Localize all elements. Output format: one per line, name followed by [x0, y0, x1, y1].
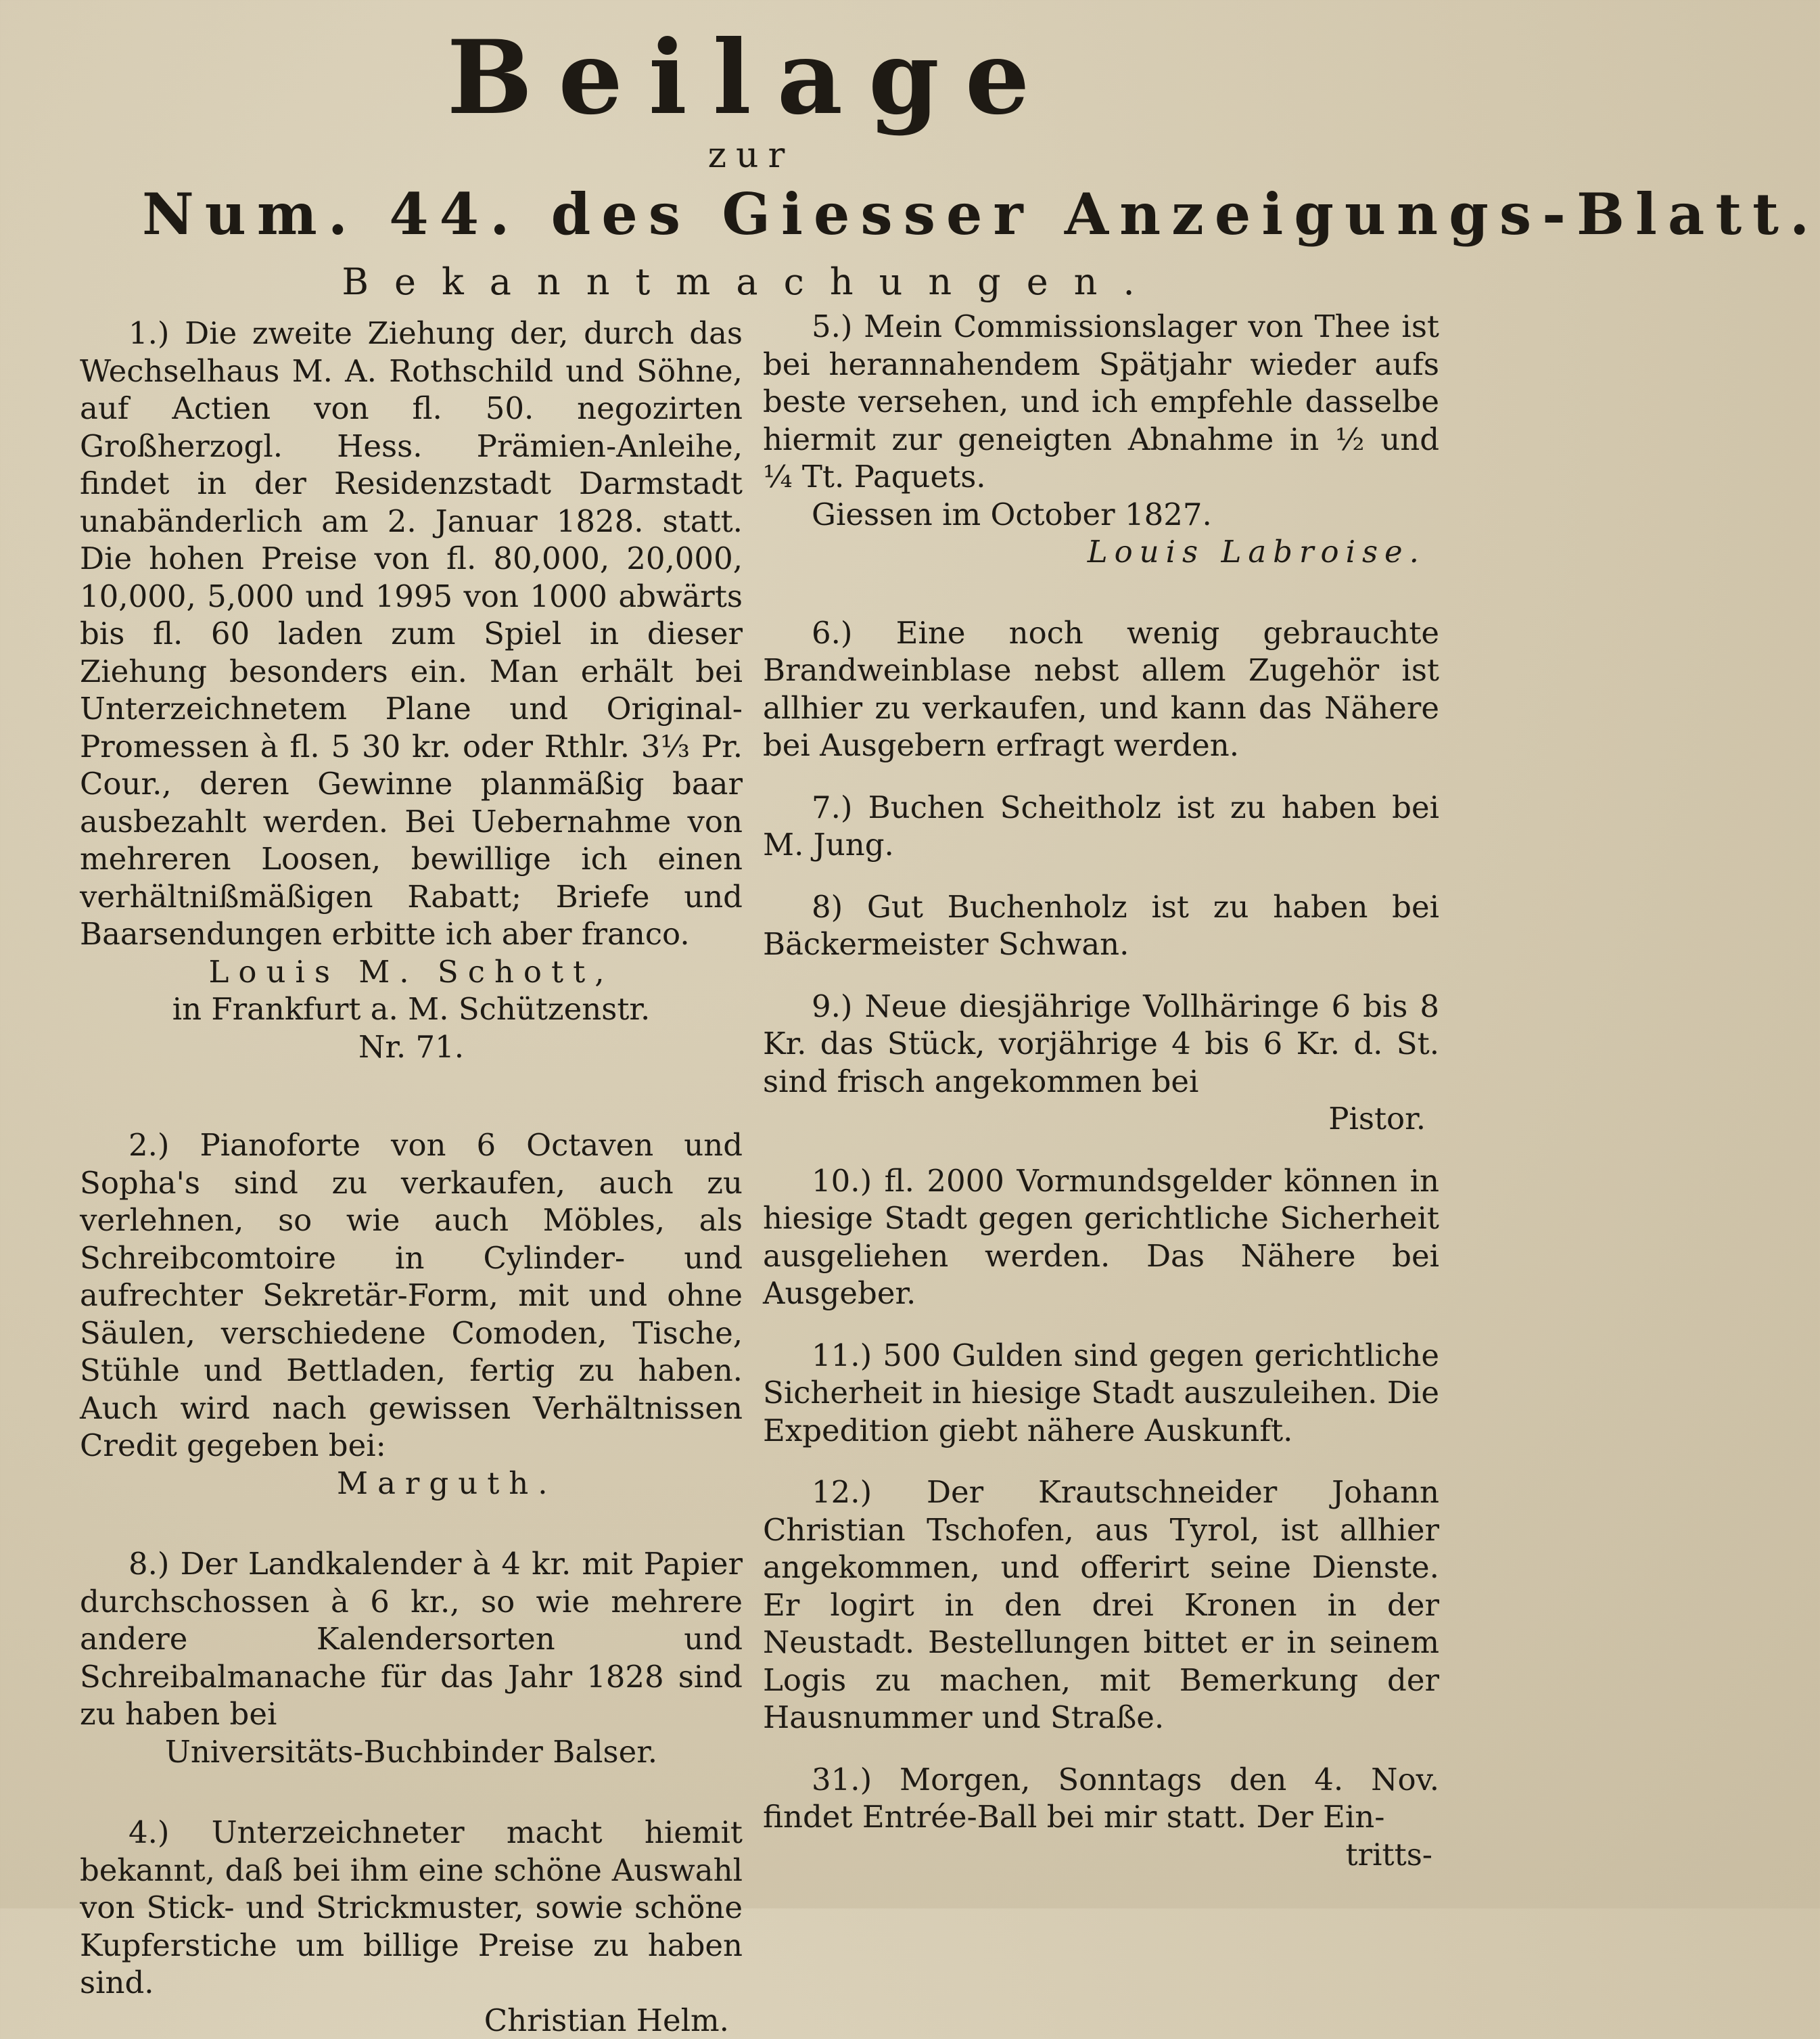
notice-2-signature: Marguth. — [80, 1465, 743, 1503]
notice-5: 5.) Mein Commissionslager von Thee ist bei herannahendem Spätjahr wieder aufs beste versehen, und ich empfehle dasselbe hiermit zur geneigten Abnahme in ½ und ¼ Tt. Paquets. — [763, 308, 1439, 496]
notice-7: 7.) Buchen Scheitholz ist zu haben bei M. Jung. — [763, 789, 1439, 864]
notice-31-continuation: tritts- — [763, 1836, 1439, 1874]
notice-10: 10.) fl. 2000 Vormundsgelder können in hiesige Stadt gegen gerichtliche Sicherheit ausgeliehen werden. Das Nähere bei Ausgeber. — [763, 1162, 1439, 1312]
masthead: Num. 44. des Giesser Anzeigungs-Blatt. — [142, 186, 1359, 243]
notice-4-signature: Christian Helm. — [80, 2002, 743, 2039]
notice-12: 12.) Der Krautschneider Johann Christian Tschofen, aus Tyrol, ist allhier angekommen, und offerirt seine Dienste. Er logirt in den drei Kronen in der Neustadt. Bestellungen bittet er in seinem Logis zu machen, mit Bemerkung der Hausnummer und Straße. — [763, 1473, 1439, 1737]
notice-9: 9.) Neue diesjährige Vollhäringe 6 bis 8 Kr. das Stück, vorjährige 4 bis 6 Kr. d. St. sind frisch angekommen bei — [763, 988, 1439, 1101]
notice-8: 8) Gut Buchenholz ist zu haben bei Bäckermeister Schwan. — [763, 888, 1439, 963]
notice-11: 11.) 500 Gulden sind gegen gerichtliche Sicherheit in hiesige Stadt auszuleihen. Die Expedition giebt nähere Auskunft. — [763, 1337, 1439, 1450]
notice-1: 1.) Die zweite Ziehung der, durch das Wechselhaus M. A. Rothschild und Söhne, auf Actien von fl. 50. negozirten Großherzogl. Hess. Prämien-Anleihe, findet in der Residenzstadt Darmstadt unabänderlich am 2. Januar 1828. statt. Die hohen Preise von fl. 80,000, 20,000, 10,000, 5,000 und 1995 von 1000 abwärts bis fl. 60 laden zum Spiel in dieser Ziehung besonders ein. Man erhält bei Unterzeichnetem Plane und Original-Promessen à fl. 5 30 kr. oder Rthlr. 3⅓ Pr. Cour., deren Gewinne planmäßig baar ausbezahlt werden. Bei Uebernahme von mehreren Loosen, bewillige ich einen verhältnißmäßigen Rabatt; Briefe und Baarsendungen erbitte ich aber franco. — [80, 315, 743, 953]
left-column — [80, 315, 743, 2039]
section-heading: Bekanntmachungen. — [0, 260, 1502, 303]
notice-5-place: Giessen im October 1827. — [763, 496, 1439, 534]
notice-5-signature: Louis Labroise. — [763, 533, 1439, 571]
notice-6: 6.) Eine noch wenig gebrauchte Brandweinblase nebst allem Zugehör ist allhier zu verkaufen, und kann das Nähere bei Ausgebern erfragt werden. — [763, 614, 1439, 764]
notice-1-signature: Louis M. Schott, — [80, 953, 743, 991]
notice-9-signature: Pistor. — [763, 1100, 1439, 1138]
notice-1-address: in Frankfurt a. M. Schützenstr. — [80, 990, 743, 1028]
notice-31: 31.) Morgen, Sonntags den 4. Nov. findet Entrée-Ball bei mir statt. Der Ein- — [763, 1761, 1439, 1836]
subtitle-zur: zur — [0, 135, 1502, 176]
notice-2: 2.) Pianoforte von 6 Octaven und Sopha's sind zu verkaufen, auch zu verlehnen, so wie auch Möbles, als Schreibcomtoire in Cylinder- und aufrechter Sekretär-Form, mit und ohne Säulen, verschiedene Comoden, Tische, Stühle und Bettladen, fertig zu haben. Auch wird nach gewissen Verhältnissen Credit gegeben bei: — [80, 1126, 743, 1465]
notice-1-number: Nr. 71. — [80, 1028, 743, 1066]
page-title: Beilage — [0, 27, 1502, 129]
notice-3: 8.) Der Landkalender à 4 kr. mit Papier durchschossen à 6 kr., so wie mehrere andere Kalendersorten und Schreibalmanache für das Jahr 1828 sind zu haben bei — [80, 1545, 743, 1733]
right-column — [763, 308, 1439, 1873]
notice-3-signature: Universitäts-Buchbinder Balser. — [80, 1733, 743, 1771]
notice-4: 4.) Unterzeichneter macht hiemit bekannt, daß bei ihm eine schöne Auswahl von Stick- und Strickmuster, sowie schöne Kupferstiche um billige Preise zu haben sind. — [80, 1814, 743, 2002]
